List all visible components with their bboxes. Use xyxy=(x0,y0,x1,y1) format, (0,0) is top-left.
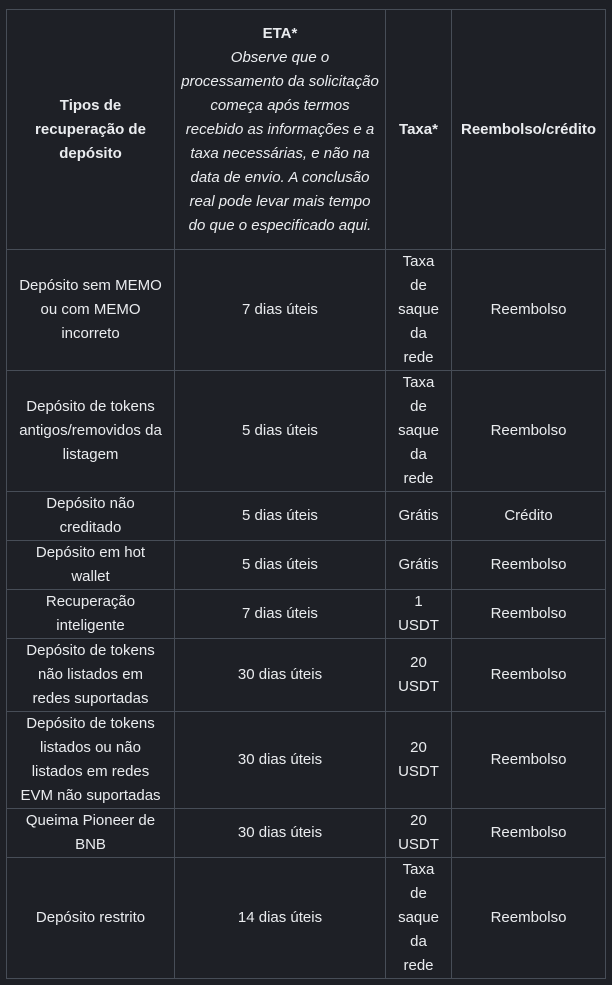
table-row xyxy=(7,858,606,979)
cell-eta: 30 dias úteis xyxy=(175,712,386,809)
table-row xyxy=(7,639,606,712)
table-row xyxy=(7,712,606,809)
header-eta xyxy=(175,10,386,250)
cell-fee: Grátis xyxy=(386,492,452,541)
header-fee: Taxa* xyxy=(386,10,452,250)
table-row xyxy=(7,250,606,371)
deposit-recovery-table xyxy=(6,9,606,979)
cell-fee: Taxa de saque da rede xyxy=(386,371,452,492)
table-row xyxy=(7,492,606,541)
cell-fee: 20 USDT xyxy=(386,809,452,858)
cell-refund: Reembolso xyxy=(452,541,606,590)
cell-type: Recuperação inteligente xyxy=(7,590,175,639)
cell-refund: Reembolso xyxy=(452,590,606,639)
cell-fee: Taxa de saque da rede xyxy=(386,858,452,979)
cell-type: Depósito sem MEMO ou com MEMO incorreto xyxy=(7,250,175,371)
cell-refund: Reembolso xyxy=(452,712,606,809)
header-eta-title: ETA* xyxy=(262,24,298,42)
cell-refund: Reembolso xyxy=(452,371,606,492)
cell-refund: Reembolso xyxy=(452,809,606,858)
cell-refund: Reembolso xyxy=(452,858,606,979)
table-row xyxy=(7,809,606,858)
cell-refund: Reembolso xyxy=(452,639,606,712)
table-row xyxy=(7,541,606,590)
cell-eta: 30 dias úteis xyxy=(175,809,386,858)
header-type: Tipos de recuperação de depósito xyxy=(7,10,175,250)
cell-eta: 14 dias úteis xyxy=(175,858,386,979)
cell-fee: Grátis xyxy=(386,541,452,590)
cell-type: Depósito de tokens listados ou não listados em redes EVM não suportadas xyxy=(7,712,175,809)
cell-type: Depósito de tokens antigos/removidos da listagem xyxy=(7,371,175,492)
cell-eta: 7 dias úteis xyxy=(175,250,386,371)
cell-eta: 5 dias úteis xyxy=(175,371,386,492)
header-eta-note: Observe que o processamento da solicitação começa após termos recebido as informações e a taxa necessárias, e não na data de envio. A conclusão real pode levar mais tempo do que o especificado aqui. xyxy=(181,48,379,234)
cell-eta: 5 dias úteis xyxy=(175,492,386,541)
cell-type: Depósito em hot wallet xyxy=(7,541,175,590)
cell-refund: Crédito xyxy=(452,492,606,541)
header-refund: Reembolso/crédito xyxy=(452,10,606,250)
cell-type: Depósito de tokens não listados em redes suportadas xyxy=(7,639,175,712)
cell-fee: 20 USDT xyxy=(386,712,452,809)
cell-type: Depósito não creditado xyxy=(7,492,175,541)
cell-eta: 7 dias úteis xyxy=(175,590,386,639)
cell-type: Depósito restrito xyxy=(7,858,175,979)
cell-type: Queima Pioneer de BNB xyxy=(7,809,175,858)
table-header-row xyxy=(7,10,606,250)
cell-refund: Reembolso xyxy=(452,250,606,371)
cell-fee: Taxa de saque da rede xyxy=(386,250,452,371)
cell-fee: 1 USDT xyxy=(386,590,452,639)
cell-eta: 30 dias úteis xyxy=(175,639,386,712)
cell-fee: 20 USDT xyxy=(386,639,452,712)
cell-eta: 5 dias úteis xyxy=(175,541,386,590)
table-row xyxy=(7,371,606,492)
table-row xyxy=(7,590,606,639)
